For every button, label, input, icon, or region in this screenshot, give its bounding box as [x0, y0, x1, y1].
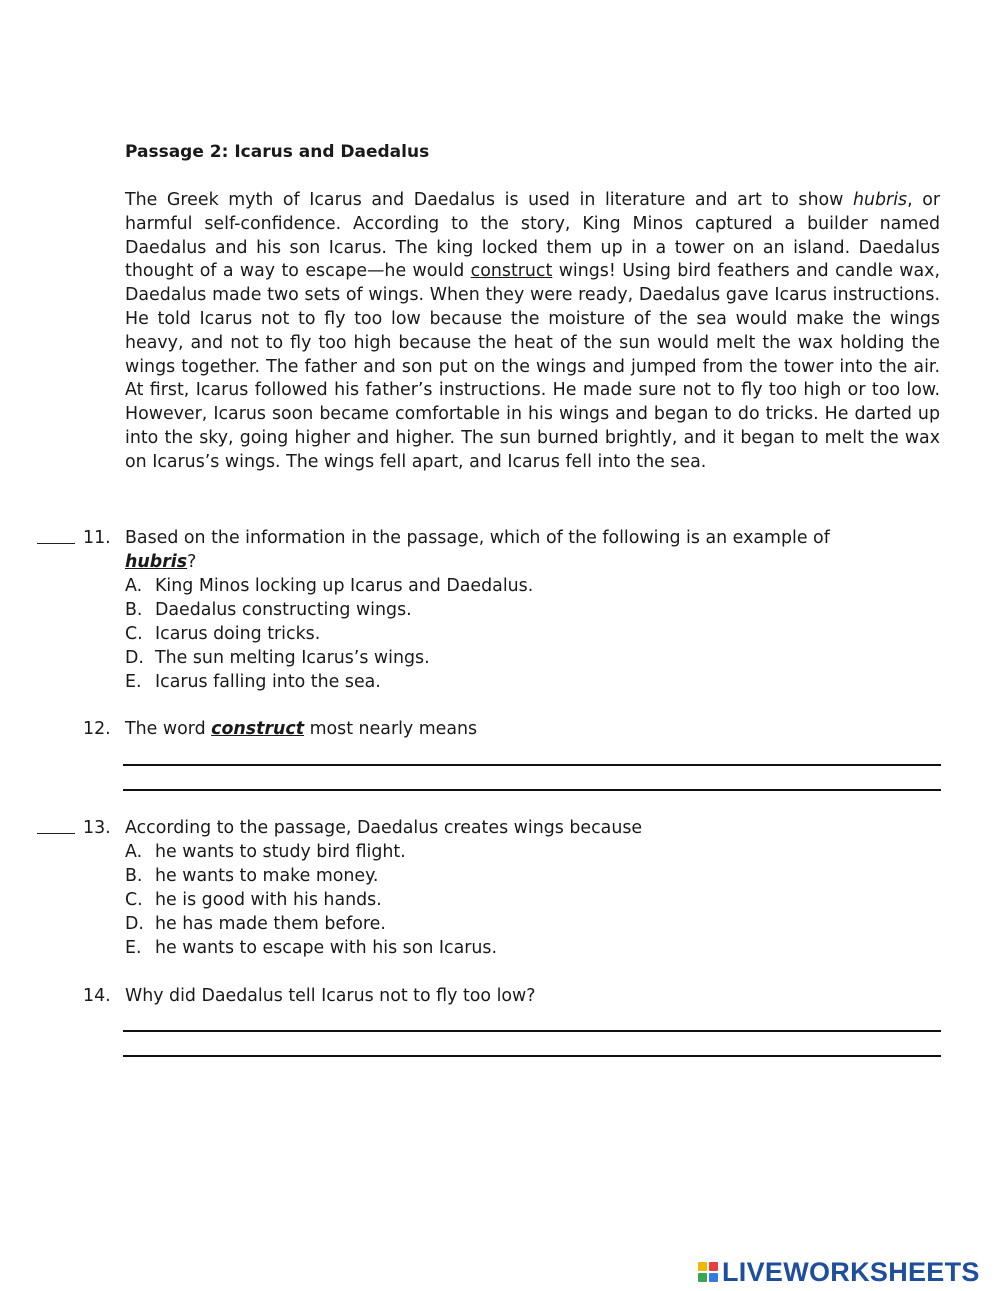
option-c[interactable] [125, 622, 533, 646]
logo-blocks-icon [698, 1262, 718, 1282]
logo-block-icon [698, 1273, 707, 1282]
option-text: he wants to escape with his son Icarus. [155, 938, 498, 958]
stem-suffix: ? [187, 552, 197, 572]
logo-block-icon [698, 1262, 707, 1271]
keyword-construct: construct [211, 719, 305, 739]
stem-suffix: most nearly means [304, 719, 478, 739]
logo-block-icon [709, 1273, 718, 1282]
question-number: 14. [83, 986, 111, 1006]
question-stem: According to the passage, Daedalus creates wings because [125, 818, 643, 838]
passage-text-2: , or harmful self-confidence. According to the story, King Minos captured a builder named Daedalus and his son Icarus. The king locked them up in a tower on an island. Daedalus thought of a way to escape—he would [125, 190, 940, 282]
passage-term-hubris: hubris [852, 190, 908, 210]
option-letter: A. [125, 576, 143, 596]
option-e[interactable] [125, 936, 497, 960]
option-text: Icarus falling into the sea. [155, 672, 381, 692]
option-letter: D. [125, 648, 144, 668]
option-letter: E. [125, 672, 142, 692]
question-stem [125, 717, 915, 741]
answer-line-12-2[interactable] [123, 789, 941, 791]
option-letter: E. [125, 938, 142, 958]
answer-line-14-1[interactable] [123, 1030, 941, 1032]
option-letter: A. [125, 842, 143, 862]
question-stem: Why did Daedalus tell Icarus not to fly too low? [125, 986, 536, 1006]
answer-line-12-1[interactable] [123, 764, 941, 766]
option-letter: C. [125, 624, 143, 644]
option-a[interactable] [125, 574, 533, 598]
passage-text-3: wings! Using bird feathers and candle wax, Daedalus made two sets of wings. When they were ready, Daedalus gave Icarus instructions. He told Icarus not to fly too low because the moisture of the sea would make the wings heavy, and not to fly too high because the heat of the sun would melt the wax holding the wings together. The father and son put on the wings and jumped from the tower into the air. At first, Icarus followed his father’s instructions. He made sure not to fly too high or too low. However, Icarus soon became comfortable in his wings and began to do tricks. He darted up into the sky, going higher and higher. The sun burned brightly, and it began to melt the wax on Icarus’s wings. The wings fell apart, and Icarus fell into the sea. [125, 261, 940, 472]
logo-block-icon [709, 1262, 718, 1271]
option-text: Daedalus constructing wings. [155, 600, 412, 620]
option-text: he has made them before. [155, 914, 386, 934]
option-letter: B. [125, 866, 143, 886]
liveworksheets-logo [698, 1257, 980, 1287]
passage-term-construct: construct [470, 261, 553, 282]
option-text: The sun melting Icarus’s wings. [155, 648, 430, 668]
question-stem [125, 526, 915, 574]
option-text: he wants to make money. [155, 866, 379, 886]
option-text: he is good with his hands. [155, 890, 382, 910]
option-d[interactable] [125, 912, 497, 936]
option-text: King Minos locking up Icarus and Daedalus. [155, 576, 534, 596]
answer-line-14-2[interactable] [123, 1055, 941, 1057]
question-number: 13. [83, 818, 111, 838]
stem-text: Based on the information in the passage, which of the following is an example of [125, 528, 830, 548]
option-b[interactable] [125, 864, 497, 888]
answer-blank-11[interactable] [37, 543, 75, 544]
question-number: 12. [83, 719, 111, 739]
option-b[interactable] [125, 598, 533, 622]
option-c[interactable] [125, 888, 497, 912]
passage-body [125, 189, 940, 475]
answer-blank-13[interactable] [37, 833, 75, 834]
option-d[interactable] [125, 646, 533, 670]
options-list [125, 840, 497, 960]
option-a[interactable] [125, 840, 497, 864]
option-letter: C. [125, 890, 143, 910]
question-number: 11. [83, 528, 111, 548]
option-letter: B. [125, 600, 143, 620]
option-e[interactable] [125, 670, 533, 694]
option-text: he wants to study bird flight. [155, 842, 406, 862]
stem-text: The word [125, 719, 212, 739]
option-text: Icarus doing tricks. [155, 624, 321, 644]
passage-text-1: The Greek myth of Icarus and Daedalus is used in literature and art to show [125, 190, 853, 210]
logo-text: LIVEWORKSHEETS [722, 1256, 980, 1287]
option-letter: D. [125, 914, 144, 934]
keyword-hubris: hubris [125, 552, 188, 572]
passage-title: Passage 2: Icarus and Daedalus [125, 142, 430, 162]
options-list [125, 574, 533, 694]
